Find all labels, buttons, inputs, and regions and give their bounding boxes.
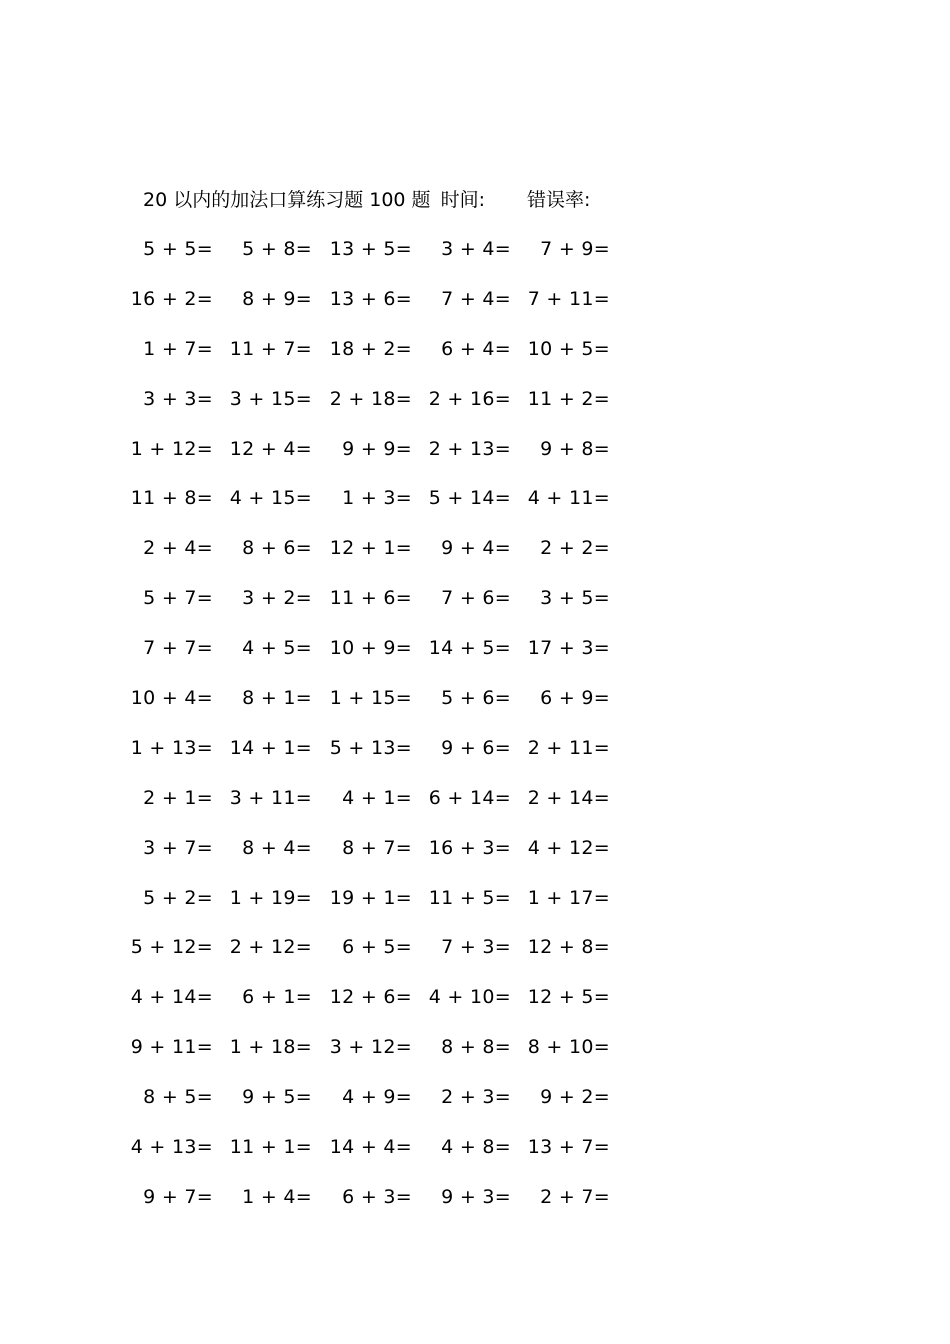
problem-item: 3 + 7=: [143, 836, 213, 859]
problem-item: 1 + 12=: [130, 437, 213, 460]
problem-item: 4 + 13=: [130, 1136, 213, 1159]
problem-item: 5 + 8=: [242, 238, 312, 260]
problem-item: 5 + 13=: [329, 736, 412, 759]
problem-item: 1 + 13=: [130, 736, 213, 759]
problem-item: 2 + 13=: [428, 437, 511, 460]
problem-item: 4 + 8=: [441, 1136, 511, 1159]
problem-item: 12 + 6=: [329, 986, 412, 1009]
problem-item: 11 + 2=: [527, 387, 610, 410]
problem-item: 11 + 6=: [329, 587, 412, 610]
problem-item: 11 + 7=: [229, 337, 312, 360]
problem-item: 12 + 5=: [527, 986, 610, 1009]
problem-item: 2 + 12=: [229, 936, 312, 959]
problem-item: 5 + 6=: [441, 687, 511, 710]
problem-item: 4 + 11=: [527, 487, 610, 510]
problem-row: [0, 683, 950, 733]
problem-item: 7 + 3=: [441, 936, 511, 959]
problem-item: 2 + 3=: [441, 1086, 511, 1109]
problem-row: [0, 1032, 950, 1082]
problem-item: 1 + 19=: [229, 886, 312, 909]
problem-item: 14 + 5=: [428, 637, 511, 660]
problem-item: 6 + 9=: [540, 687, 610, 710]
problem-item: 2 + 14=: [527, 786, 610, 809]
problem-item: 16 + 2=: [130, 287, 213, 310]
problem-item: 4 + 10=: [428, 986, 511, 1009]
problem-item: 5 + 2=: [143, 886, 213, 909]
problem-item: 9 + 11=: [130, 1036, 213, 1059]
problem-item: 11 + 8=: [130, 487, 213, 510]
problem-row: [0, 483, 950, 533]
problem-item: 11 + 1=: [229, 1136, 312, 1159]
time-label: 时间:: [440, 189, 485, 211]
problem-item: 9 + 4=: [441, 537, 511, 560]
problem-item: 5 + 12=: [130, 936, 213, 959]
problem-item: 3 + 4=: [441, 238, 511, 260]
problem-item: 8 + 7=: [342, 836, 412, 859]
problem-item: 8 + 10=: [527, 1036, 610, 1059]
problem-item: 4 + 5=: [242, 637, 312, 660]
problem-item: 10 + 9=: [329, 637, 412, 660]
problem-item: 3 + 11=: [229, 786, 312, 809]
problem-row: [0, 334, 950, 384]
problem-item: 1 + 7=: [143, 337, 213, 360]
problem-item: 8 + 6=: [242, 537, 312, 560]
problem-item: 18 + 2=: [329, 337, 412, 360]
problem-item: 3 + 12=: [329, 1036, 412, 1059]
problem-item: 6 + 14=: [428, 786, 511, 809]
problem-row: [0, 982, 950, 1032]
problem-row: [0, 533, 950, 583]
problem-row: [0, 833, 950, 883]
problem-item: 7 + 7=: [143, 637, 213, 660]
worksheet-title: 20 以内的加法口算练习题 100 题: [143, 189, 431, 211]
problem-row: [0, 583, 950, 633]
problem-item: 5 + 14=: [428, 487, 511, 510]
problem-item: 9 + 7=: [143, 1185, 213, 1208]
problem-item: 8 + 1=: [242, 687, 312, 710]
problem-item: 7 + 11=: [527, 287, 610, 310]
problem-item: 8 + 4=: [242, 836, 312, 859]
problem-item: 16 + 3=: [428, 836, 511, 859]
problem-item: 3 + 5=: [540, 587, 610, 610]
problem-item: 5 + 7=: [143, 587, 213, 610]
problem-item: 12 + 4=: [229, 437, 312, 460]
problem-item: 12 + 8=: [527, 936, 610, 959]
problem-item: 6 + 5=: [342, 936, 412, 959]
problem-item: 9 + 6=: [441, 736, 511, 759]
problem-row: [0, 783, 950, 833]
problem-item: 9 + 5=: [242, 1086, 312, 1109]
problem-item: 7 + 6=: [441, 587, 511, 610]
problem-item: 17 + 3=: [527, 637, 610, 660]
problem-item: 3 + 2=: [242, 587, 312, 610]
problem-item: 8 + 9=: [242, 287, 312, 310]
problem-item: 9 + 8=: [540, 437, 610, 460]
problem-row: [0, 1082, 950, 1132]
problem-row: [0, 932, 950, 982]
worksheet-header: [143, 186, 590, 214]
problem-item: 2 + 4=: [143, 537, 213, 560]
problem-row: [0, 234, 950, 284]
problem-item: 4 + 15=: [229, 487, 312, 510]
problem-item: 2 + 2=: [540, 537, 610, 560]
problem-item: 4 + 14=: [130, 986, 213, 1009]
problem-item: 1 + 15=: [329, 687, 412, 710]
problem-row: [0, 1182, 950, 1232]
problem-item: 1 + 3=: [342, 487, 412, 510]
problem-row: [0, 733, 950, 783]
problem-item: 3 + 3=: [143, 387, 213, 410]
problem-item: 10 + 5=: [527, 337, 610, 360]
problem-item: 6 + 4=: [441, 337, 511, 360]
problem-row: [0, 1132, 950, 1182]
problem-item: 5 + 5=: [143, 238, 213, 260]
problem-item: 9 + 3=: [441, 1185, 511, 1208]
problem-item: 19 + 1=: [329, 886, 412, 909]
problem-row: [0, 434, 950, 484]
problem-row: [0, 384, 950, 434]
error-rate-label: 错误率:: [526, 189, 591, 211]
problem-item: 13 + 5=: [329, 238, 412, 260]
problem-item: 12 + 1=: [329, 537, 412, 560]
problem-item: 11 + 5=: [428, 886, 511, 909]
problem-item: 4 + 9=: [342, 1086, 412, 1109]
problem-grid: [0, 234, 950, 1232]
problem-item: 7 + 9=: [540, 238, 610, 260]
problem-item: 7 + 4=: [441, 287, 511, 310]
problem-item: 10 + 4=: [130, 687, 213, 710]
problem-item: 14 + 1=: [229, 736, 312, 759]
problem-item: 4 + 12=: [527, 836, 610, 859]
problem-item: 2 + 16=: [428, 387, 511, 410]
problem-item: 2 + 1=: [143, 786, 213, 809]
problem-item: 14 + 4=: [329, 1136, 412, 1159]
problem-item: 2 + 18=: [329, 387, 412, 410]
problem-item: 1 + 17=: [527, 886, 610, 909]
problem-item: 1 + 4=: [242, 1185, 312, 1208]
problem-item: 13 + 6=: [329, 287, 412, 310]
problem-item: 8 + 5=: [143, 1086, 213, 1109]
problem-row: [0, 284, 950, 334]
problem-item: 4 + 1=: [342, 786, 412, 809]
problem-item: 9 + 2=: [540, 1086, 610, 1109]
problem-item: 2 + 11=: [527, 736, 610, 759]
problem-row: [0, 633, 950, 683]
problem-item: 6 + 3=: [342, 1185, 412, 1208]
problem-item: 1 + 18=: [229, 1036, 312, 1059]
problem-item: 3 + 15=: [229, 387, 312, 410]
problem-row: [0, 883, 950, 933]
problem-item: 2 + 7=: [540, 1185, 610, 1208]
problem-item: 6 + 1=: [242, 986, 312, 1009]
problem-item: 9 + 9=: [342, 437, 412, 460]
problem-item: 8 + 8=: [441, 1036, 511, 1059]
problem-item: 13 + 7=: [527, 1136, 610, 1159]
